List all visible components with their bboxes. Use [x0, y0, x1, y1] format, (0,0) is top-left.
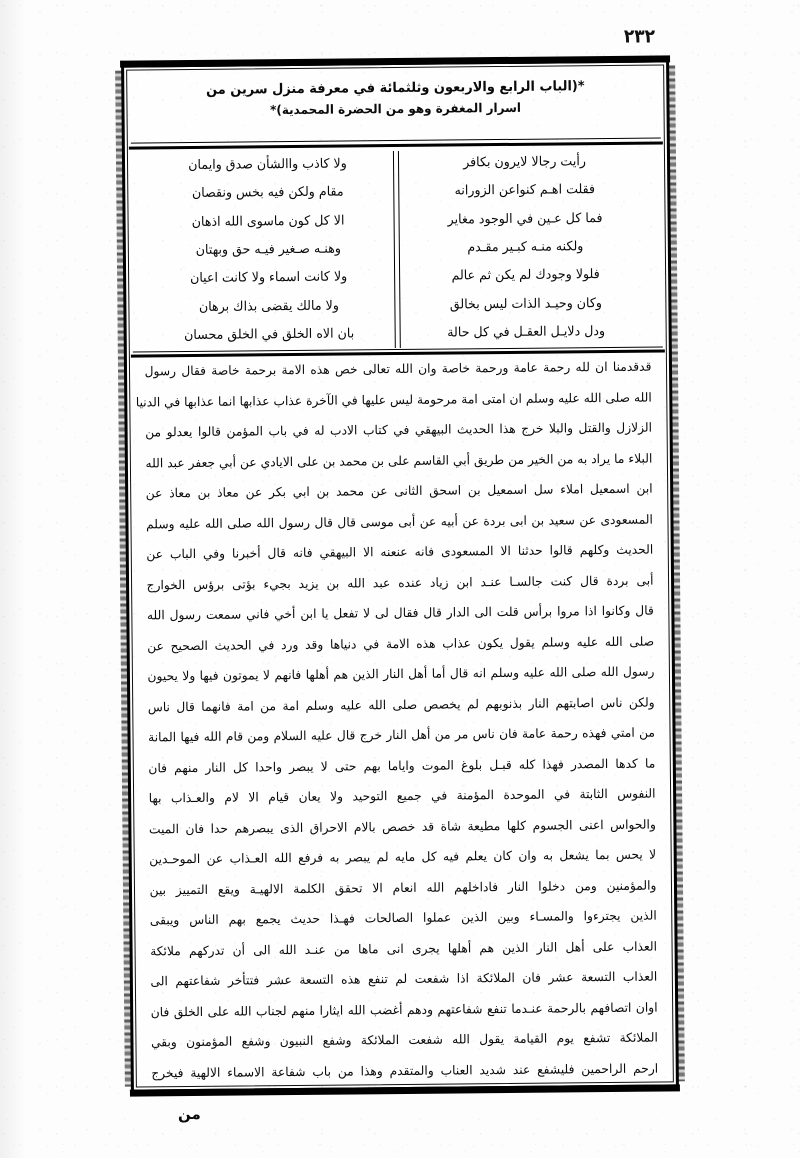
verse-line: رأيت رجالا لايرون بكافر	[463, 154, 586, 171]
body-line: ارحم الراحمين فليشفع عند شديد العناب والمتقدم وهذا من باب شفاعة الاسماء الالهية فيخرج	[151, 1060, 659, 1081]
body-line: ولكن ناس اصابتهم النار بذنوبهم لم يخصص صلى الله عليه وسلم امة من امة فانهما قال ناس	[147, 694, 655, 715]
verse-line: فقلت اهـم كنواعن الزورانه	[454, 182, 596, 199]
body-line: لا يحس بما يشعل به وان كان يعلم فيه كل مايه لم يبصر به فرفع الله العـذاب عن الموحـدين	[149, 846, 657, 867]
verse-line: بان الاه الخلق في الخلق محسان	[184, 326, 355, 344]
body-line: ما كدها المصدر فهذا كله قبـل بلوغ الموت واياما بهم حتى لا يبصر واحدا كل النار منهم فان	[148, 755, 656, 776]
verse-column-right	[398, 149, 652, 348]
body-line: صلى الله عليه وسلم يقول يكون عذاب هذه الامة في دنياها وقد ورد في الحديث الصحيح عن	[147, 633, 655, 654]
body-line: الزلازل والقتل والبلا خرج هذا الحديث البيهقي في كتاب الادب له في باب المؤمن قالوا يعدلو من	[145, 419, 653, 440]
verse-table	[129, 144, 665, 357]
body-line: العذاب التسعة عشر فان الملائكة اذا شفعت لم تنفع هذه التسعة عشر فتتأخر شفاعتهم الى	[150, 968, 658, 989]
body-line: والمؤمنين ومن دخلوا النار فاداخلهم الله انعام الا تحقق الكلمة الالهيـة ويقع التمييز بين	[149, 877, 657, 898]
verse-line: وكان وحيـد الذات ليس بخالق	[449, 295, 603, 313]
body-line: النفوس الثابتة في الموحدة المؤمنة في جميع التوحيد ولا يعان قيام الا لام والعـذاب بها	[148, 785, 656, 806]
body-line: المسعودى عن سعيد بن ابى بردة عن أبيه عن أبى موسى قال قال رسول الله صلى الله عليه وسلم	[145, 511, 653, 532]
verse-column-left	[142, 151, 396, 350]
body-line: ابن اسمعيل املاء سل اسمعيل بن اسحق الثانى عن محمد بن ابي بكر عن معاذ بن معاذ عن	[145, 480, 653, 501]
verse-line: الا كل كون ماسوى الله اذهان	[191, 213, 345, 230]
body-line: رسول الله صلى الله عليه وسلم انه قال أما أهل النار الذين هم أهلها فانهم لا يموتون فيها ولا يحيون	[147, 663, 655, 684]
page-content	[128, 66, 672, 1085]
verse-line: مقام ولكن فيه بخس ونقصان	[191, 184, 344, 202]
verse-line: فلولا وجودك لم يكن ثم عالم	[451, 267, 600, 284]
body-line: اوان اتصافهم بالرحمة عنـدما تنفع شفاعتهم ودهم أغضب الله ايثارا منهم لجناب الله على الخلق فان	[150, 999, 658, 1020]
catchword: من	[178, 1105, 201, 1123]
body-line: الله صلى الله عليه وسلم ان امتى امة مرحومة ليس عليها في الآخرة عذاب عذابها انما عذابها في الدنيا	[135, 389, 652, 410]
body-line: قدقدمنا ان لله رحمة عامة ورحمة خاصة وان الله تعالى خص هذه الامة برحمة خاصة فقال رسول	[144, 358, 652, 379]
verse-line: ولكنه منـه كبـير مقـدم	[467, 239, 584, 256]
chapter-title-line-2: اسرار المغفرة وهو من الحضرة المحمدية)*	[269, 99, 522, 118]
body-line: الحديث وكلهم قالوا حدثنا الا المسعودى فانه عنعنه الا البيهقي فانه قال أخبرنا وفي الباب عن	[146, 541, 654, 562]
verse-line: ولا كاذب واالشأن صدق وايمان	[188, 156, 347, 174]
body-text-block	[131, 352, 672, 1085]
body-line: أبى بردة قال كنت جالسـا عنـد ابن زياد عنده عبد الله بن يزيد بجيء بؤتى برؤس الخوارج	[146, 572, 654, 593]
body-line: قال وكانوا اذا مروا برأس قلت الى الدار قال فقال لى لا تفعل يا ابن أخي فاني سمعت رسول الله	[146, 602, 654, 623]
body-line: من امتي فهذه رحمة عامة فان ناس مر من أهل النار خرج قال عليه السلام ومن قام الله فيها المانة	[148, 724, 656, 745]
verse-line: وهنـه صـغير فيـه حق وبهتان	[195, 241, 342, 258]
page-frame	[121, 59, 679, 1092]
body-line: العذاب على أهل النار الذين هم أهلها يجرى انى ماها من عنـد الله الى أن تدركهم ملائكة	[150, 938, 658, 959]
page-number: ٢٣٢	[623, 25, 655, 49]
gutter-shadow	[0, 0, 26, 1158]
verse-line: ولا مالك يقضى بذاك برهان	[198, 298, 339, 315]
chapter-title-line-1: *(الباب الرابع والاربعون وثلثمائة في معرفة منزل سرين من	[205, 78, 585, 98]
verse-line: فما كل عـين في الوجود مغاير	[447, 210, 603, 228]
body-line: والحواس اعنى الجسوم كلها مطيعة شاة قد خصص بالام الاحراق الذى يبصرهم حدا فان الميت	[148, 816, 656, 837]
body-line: البلاء ما يراد به من الخير من طريق أبي القاسم على بن محمد بن على الايادي عن أبي جعفر عبد الله	[145, 450, 653, 470]
body-line: الذين يجترءوا والمسـاء وبين الذين عملوا الصالحات فهـذا حديث يجمع بهم الناس ويبقى	[149, 907, 657, 928]
verse-line: ودل دلايـل العقـل في كل حالة	[447, 324, 606, 341]
body-line: الملائكة تشفع يوم القيامة يقول الله شفعت الملائكة وشفع النبيون وشفع المؤمنون وبقي	[150, 1029, 658, 1050]
verse-line: ولا كانت اسماء ولا كانت اعيان	[189, 269, 348, 287]
chapter-title-box	[128, 66, 663, 149]
